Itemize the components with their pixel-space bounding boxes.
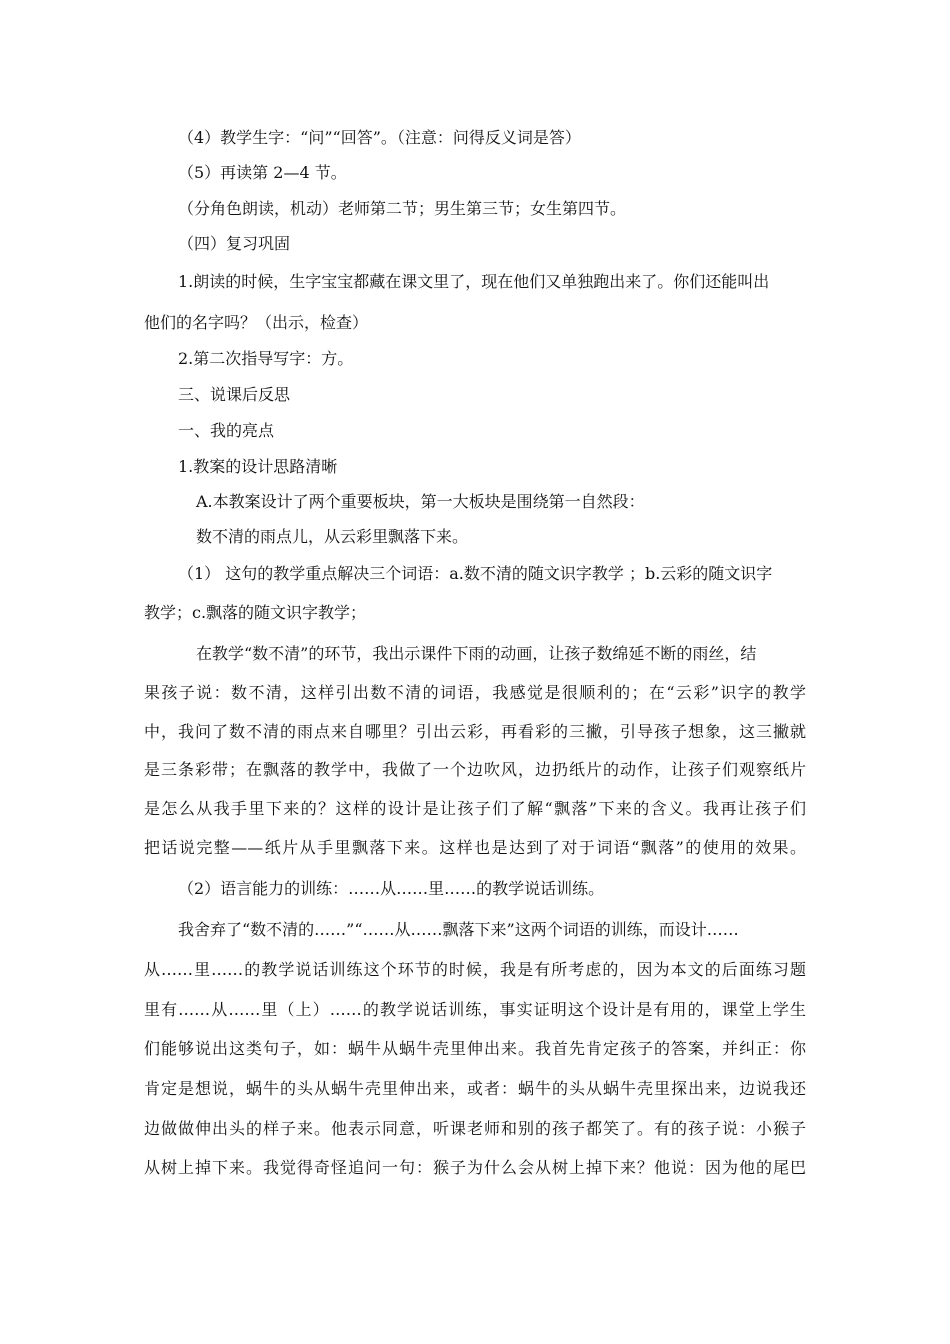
text-line: 把话说完整——纸片从手里飘落下来。这样也是达到了对于词语“飘落”的使用的效果。 bbox=[144, 838, 806, 857]
text-line: （1） 这句的教学重点解决三个词语：a.数不清的随文识字教学 ；b.云彩的随文识字 bbox=[178, 564, 773, 583]
text-line: 是怎么从我手里下来的？这样的设计是让孩子们了解“飘落”下来的含义。我再让孩子们 bbox=[144, 799, 806, 818]
text-line: 果孩子说：数不清，这样引出数不清的词语，我感觉是很顺利的；在“云彩”识字的教学 bbox=[144, 683, 806, 702]
text-line: 我舍弃了“数不清的……”“……从……飘落下来”这两个词语的训练，而设计…… bbox=[178, 920, 739, 939]
text-line: （4）教学生字：“问”“回答”。（注意：问得反义词是答） bbox=[178, 128, 581, 147]
text-line: 是三条彩带；在飘落的教学中，我做了一个边吹风，边扔纸片的动作，让孩子们观察纸片 bbox=[144, 760, 806, 779]
text-line: （四）复习巩固 bbox=[178, 234, 291, 253]
text-line: （5）再读第 2—4 节。 bbox=[178, 163, 347, 182]
text-line: 2.第二次指导写字：方。 bbox=[178, 349, 354, 368]
text-line: 数不清的雨点儿，从云彩里飘落下来。 bbox=[196, 527, 469, 546]
text-line: 从树上掉下来。我觉得奇怪追问一句：猴子为什么会从树上掉下来？他说：因为他的尾巴 bbox=[144, 1158, 806, 1177]
text-line: 一、我的亮点 bbox=[178, 421, 275, 440]
text-line: （2）语言能力的训练：……从……里……的教学说话训练。 bbox=[178, 879, 605, 898]
text-line: 从……里……的教学说话训练这个环节的时候，我是有所考虑的，因为本文的后面练习题 bbox=[144, 960, 806, 979]
text-line: 里有……从……里（上）……的教学说话训练，事实证明这个设计是有用的，课堂上学生 bbox=[144, 1000, 806, 1019]
text-line: 中，我问了数不清的雨点来自哪里？引出云彩，再看彩的三撇，引导孩子想象，这三撇就 bbox=[144, 722, 806, 741]
text-line: 教学；c.飘落的随文识字教学； bbox=[144, 603, 367, 622]
text-line: A.本教案设计了两个重要板块，第一大板块是围绕第一自然段： bbox=[196, 492, 645, 511]
text-line: 边做做伸出头的样子来。他表示同意，听课老师和别的孩子都笑了。有的孩子说：小猴子 bbox=[144, 1119, 806, 1138]
text-line: 1.教案的设计思路清晰 bbox=[178, 457, 338, 476]
text-line: 他们的名字吗？（出示，检查） bbox=[144, 313, 369, 332]
text-line: 肯定是想说，蜗牛的头从蜗牛壳里伸出来，或者：蜗牛的头从蜗牛壳里探出来，边说我还 bbox=[144, 1079, 806, 1098]
text-line: 三、说课后反思 bbox=[178, 385, 291, 404]
text-line: 们能够说出这类句子，如：蜗牛从蜗牛壳里伸出来。我首先肯定孩子的答案，并纠正：你 bbox=[144, 1039, 806, 1058]
text-line: 1.朗读的时候，生字宝宝都藏在课文里了，现在他们又单独跑出来了。你们还能叫出 bbox=[178, 272, 770, 291]
text-line: （分角色朗读，机动）老师第二节；男生第三节；女生第四节。 bbox=[178, 199, 627, 218]
text-line: 在教学“数不清”的环节，我出示课件下雨的动画，让孩子数绵延不断的雨丝，结 bbox=[196, 644, 757, 663]
